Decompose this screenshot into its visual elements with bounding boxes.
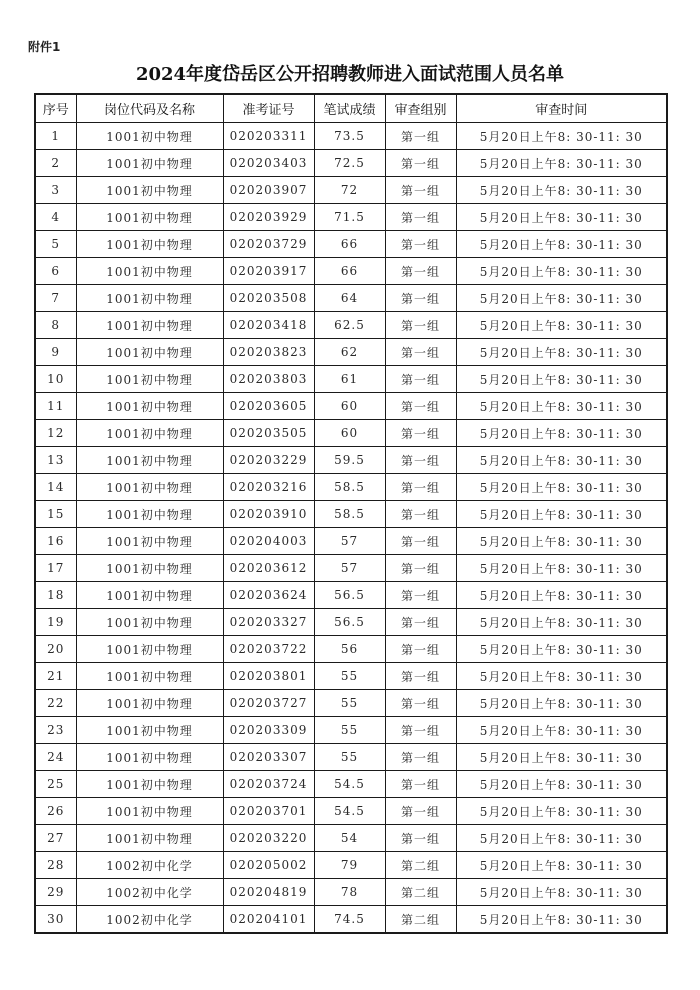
table-row — [35, 879, 667, 906]
attachment-label: 附件1 — [28, 40, 61, 54]
cell-score: 74.5 — [314, 906, 385, 934]
cell-exam-id: 020203724 — [223, 771, 314, 798]
cell-number: 18 — [35, 582, 76, 609]
table-header-row — [35, 94, 667, 123]
cell-time: 5月20日上午8: 30-11: 30 — [456, 852, 667, 879]
cell-group: 第一组 — [385, 123, 456, 150]
cell-score: 59.5 — [314, 447, 385, 474]
cell-time: 5月20日上午8: 30-11: 30 — [456, 447, 667, 474]
cell-exam-id: 020203612 — [223, 555, 314, 582]
cell-number: 21 — [35, 663, 76, 690]
cell-time: 5月20日上午8: 30-11: 30 — [456, 582, 667, 609]
cell-score: 56.5 — [314, 582, 385, 609]
cell-exam-id: 020203307 — [223, 744, 314, 771]
cell-number: 23 — [35, 717, 76, 744]
cell-time: 5月20日上午8: 30-11: 30 — [456, 366, 667, 393]
cell-time: 5月20日上午8: 30-11: 30 — [456, 555, 667, 582]
cell-exam-id: 020203505 — [223, 420, 314, 447]
table-row — [35, 150, 667, 177]
cell-exam-id: 020203220 — [223, 825, 314, 852]
table-row — [35, 798, 667, 825]
column-header-position: 岗位代码及名称 — [76, 94, 223, 123]
cell-number: 9 — [35, 339, 76, 366]
cell-score: 73.5 — [314, 123, 385, 150]
table-row — [35, 339, 667, 366]
candidate-table — [34, 93, 668, 934]
cell-score: 72.5 — [314, 150, 385, 177]
cell-number: 7 — [35, 285, 76, 312]
cell-number: 4 — [35, 204, 76, 231]
document-title: 2024年度岱岳区公开招聘教师进入面试范围人员名单 — [135, 64, 565, 85]
cell-number: 2 — [35, 150, 76, 177]
table-row — [35, 474, 667, 501]
table-row — [35, 420, 667, 447]
cell-number: 8 — [35, 312, 76, 339]
cell-number: 30 — [35, 906, 76, 934]
table-row — [35, 690, 667, 717]
cell-score: 71.5 — [314, 204, 385, 231]
cell-number: 14 — [35, 474, 76, 501]
cell-score: 64 — [314, 285, 385, 312]
cell-group: 第一组 — [385, 474, 456, 501]
cell-position: 1001初中物理 — [76, 582, 223, 609]
cell-time: 5月20日上午8: 30-11: 30 — [456, 771, 667, 798]
cell-score: 57 — [314, 555, 385, 582]
cell-score: 62 — [314, 339, 385, 366]
cell-exam-id: 020203801 — [223, 663, 314, 690]
cell-number: 16 — [35, 528, 76, 555]
cell-number: 10 — [35, 366, 76, 393]
cell-position: 1001初中物理 — [76, 393, 223, 420]
cell-position: 1001初中物理 — [76, 366, 223, 393]
cell-time: 5月20日上午8: 30-11: 30 — [456, 717, 667, 744]
cell-group: 第一组 — [385, 717, 456, 744]
table-row — [35, 744, 667, 771]
cell-exam-id: 020203418 — [223, 312, 314, 339]
cell-exam-id: 020203729 — [223, 231, 314, 258]
cell-group: 第一组 — [385, 501, 456, 528]
cell-time: 5月20日上午8: 30-11: 30 — [456, 501, 667, 528]
cell-position: 1001初中物理 — [76, 447, 223, 474]
cell-exam-id: 020204819 — [223, 879, 314, 906]
cell-group: 第一组 — [385, 582, 456, 609]
cell-score: 55 — [314, 690, 385, 717]
cell-time: 5月20日上午8: 30-11: 30 — [456, 177, 667, 204]
cell-position: 1001初中物理 — [76, 420, 223, 447]
cell-position: 1001初中物理 — [76, 474, 223, 501]
table-row — [35, 123, 667, 150]
cell-time: 5月20日上午8: 30-11: 30 — [456, 825, 667, 852]
cell-time: 5月20日上午8: 30-11: 30 — [456, 204, 667, 231]
cell-exam-id: 020203403 — [223, 150, 314, 177]
cell-time: 5月20日上午8: 30-11: 30 — [456, 690, 667, 717]
cell-group: 第一组 — [385, 312, 456, 339]
table-row — [35, 312, 667, 339]
cell-exam-id: 020203722 — [223, 636, 314, 663]
cell-exam-id: 020203327 — [223, 609, 314, 636]
cell-time: 5月20日上午8: 30-11: 30 — [456, 150, 667, 177]
cell-position: 1001初中物理 — [76, 825, 223, 852]
cell-score: 72 — [314, 177, 385, 204]
column-header-number: 序号 — [35, 94, 76, 123]
cell-position: 1001初中物理 — [76, 204, 223, 231]
cell-time: 5月20日上午8: 30-11: 30 — [456, 393, 667, 420]
cell-position: 1001初中物理 — [76, 690, 223, 717]
cell-group: 第一组 — [385, 609, 456, 636]
cell-number: 22 — [35, 690, 76, 717]
cell-number: 27 — [35, 825, 76, 852]
cell-number: 29 — [35, 879, 76, 906]
cell-group: 第二组 — [385, 906, 456, 934]
cell-position: 1001初中物理 — [76, 339, 223, 366]
cell-exam-id: 020203803 — [223, 366, 314, 393]
column-header-group: 审查组别 — [385, 94, 456, 123]
cell-exam-id: 020204101 — [223, 906, 314, 934]
cell-time: 5月20日上午8: 30-11: 30 — [456, 636, 667, 663]
cell-position: 1002初中化学 — [76, 852, 223, 879]
cell-position: 1001初中物理 — [76, 555, 223, 582]
column-header-exam-id: 准考证号 — [223, 94, 314, 123]
cell-exam-id: 020203929 — [223, 204, 314, 231]
cell-position: 1001初中物理 — [76, 528, 223, 555]
cell-time: 5月20日上午8: 30-11: 30 — [456, 609, 667, 636]
cell-time: 5月20日上午8: 30-11: 30 — [456, 258, 667, 285]
cell-group: 第一组 — [385, 177, 456, 204]
table-row — [35, 447, 667, 474]
cell-number: 24 — [35, 744, 76, 771]
cell-position: 1001初中物理 — [76, 258, 223, 285]
cell-number: 13 — [35, 447, 76, 474]
cell-exam-id: 020203624 — [223, 582, 314, 609]
cell-exam-id: 020205002 — [223, 852, 314, 879]
cell-group: 第一组 — [385, 339, 456, 366]
cell-group: 第一组 — [385, 528, 456, 555]
cell-group: 第一组 — [385, 555, 456, 582]
table-row — [35, 852, 667, 879]
cell-exam-id: 020203605 — [223, 393, 314, 420]
cell-score: 58.5 — [314, 474, 385, 501]
cell-exam-id: 020203508 — [223, 285, 314, 312]
cell-group: 第一组 — [385, 744, 456, 771]
cell-number: 28 — [35, 852, 76, 879]
cell-score: 56 — [314, 636, 385, 663]
cell-score: 57 — [314, 528, 385, 555]
cell-exam-id: 020203309 — [223, 717, 314, 744]
cell-position: 1001初中物理 — [76, 285, 223, 312]
table-body — [35, 123, 667, 934]
cell-score: 60 — [314, 393, 385, 420]
cell-time: 5月20日上午8: 30-11: 30 — [456, 285, 667, 312]
table-row — [35, 204, 667, 231]
table-row — [35, 906, 667, 934]
cell-group: 第二组 — [385, 852, 456, 879]
cell-exam-id: 020203917 — [223, 258, 314, 285]
cell-position: 1001初中物理 — [76, 609, 223, 636]
cell-time: 5月20日上午8: 30-11: 30 — [456, 798, 667, 825]
cell-exam-id: 020204003 — [223, 528, 314, 555]
cell-number: 6 — [35, 258, 76, 285]
cell-position: 1001初中物理 — [76, 744, 223, 771]
cell-time: 5月20日上午8: 30-11: 30 — [456, 663, 667, 690]
cell-number: 15 — [35, 501, 76, 528]
cell-group: 第一组 — [385, 366, 456, 393]
cell-number: 11 — [35, 393, 76, 420]
cell-position: 1001初中物理 — [76, 771, 223, 798]
cell-score: 58.5 — [314, 501, 385, 528]
table-row — [35, 231, 667, 258]
table-row — [35, 501, 667, 528]
cell-score: 79 — [314, 852, 385, 879]
cell-exam-id: 020203823 — [223, 339, 314, 366]
cell-group: 第一组 — [385, 231, 456, 258]
table-row — [35, 285, 667, 312]
cell-score: 78 — [314, 879, 385, 906]
cell-group: 第一组 — [385, 798, 456, 825]
cell-position: 1001初中物理 — [76, 231, 223, 258]
cell-score: 61 — [314, 366, 385, 393]
cell-time: 5月20日上午8: 30-11: 30 — [456, 906, 667, 934]
table-row — [35, 366, 667, 393]
cell-number: 20 — [35, 636, 76, 663]
cell-group: 第一组 — [385, 204, 456, 231]
cell-position: 1002初中化学 — [76, 906, 223, 934]
cell-score: 66 — [314, 258, 385, 285]
cell-group: 第二组 — [385, 879, 456, 906]
cell-group: 第一组 — [385, 663, 456, 690]
cell-number: 17 — [35, 555, 76, 582]
cell-group: 第一组 — [385, 420, 456, 447]
cell-position: 1001初中物理 — [76, 123, 223, 150]
cell-number: 19 — [35, 609, 76, 636]
cell-exam-id: 020203701 — [223, 798, 314, 825]
cell-score: 60 — [314, 420, 385, 447]
cell-time: 5月20日上午8: 30-11: 30 — [456, 312, 667, 339]
table-row — [35, 258, 667, 285]
cell-time: 5月20日上午8: 30-11: 30 — [456, 528, 667, 555]
cell-position: 1001初中物理 — [76, 717, 223, 744]
cell-group: 第一组 — [385, 825, 456, 852]
cell-score: 54.5 — [314, 798, 385, 825]
cell-position: 1001初中物理 — [76, 312, 223, 339]
cell-exam-id: 020203907 — [223, 177, 314, 204]
cell-exam-id: 020203910 — [223, 501, 314, 528]
cell-number: 3 — [35, 177, 76, 204]
cell-group: 第一组 — [385, 690, 456, 717]
cell-exam-id: 020203229 — [223, 447, 314, 474]
table-row — [35, 636, 667, 663]
cell-number: 26 — [35, 798, 76, 825]
table-row — [35, 582, 667, 609]
cell-position: 1001初中物理 — [76, 501, 223, 528]
cell-group: 第一组 — [385, 285, 456, 312]
cell-group: 第一组 — [385, 771, 456, 798]
cell-group: 第一组 — [385, 447, 456, 474]
cell-position: 1001初中物理 — [76, 177, 223, 204]
table-row — [35, 771, 667, 798]
cell-time: 5月20日上午8: 30-11: 30 — [456, 420, 667, 447]
column-header-score: 笔试成绩 — [314, 94, 385, 123]
cell-score: 55 — [314, 663, 385, 690]
cell-score: 55 — [314, 744, 385, 771]
cell-group: 第一组 — [385, 150, 456, 177]
cell-score: 56.5 — [314, 609, 385, 636]
cell-time: 5月20日上午8: 30-11: 30 — [456, 231, 667, 258]
table-row — [35, 555, 667, 582]
cell-number: 25 — [35, 771, 76, 798]
cell-score: 54 — [314, 825, 385, 852]
cell-score: 62.5 — [314, 312, 385, 339]
cell-score: 54.5 — [314, 771, 385, 798]
cell-group: 第一组 — [385, 636, 456, 663]
cell-exam-id: 020203311 — [223, 123, 314, 150]
table-row — [35, 609, 667, 636]
cell-position: 1002初中化学 — [76, 879, 223, 906]
cell-time: 5月20日上午8: 30-11: 30 — [456, 474, 667, 501]
cell-position: 1001初中物理 — [76, 636, 223, 663]
cell-group: 第一组 — [385, 258, 456, 285]
table-row — [35, 717, 667, 744]
cell-number: 5 — [35, 231, 76, 258]
cell-position: 1001初中物理 — [76, 663, 223, 690]
cell-exam-id: 020203727 — [223, 690, 314, 717]
cell-score: 55 — [314, 717, 385, 744]
table-row — [35, 177, 667, 204]
cell-position: 1001初中物理 — [76, 150, 223, 177]
cell-time: 5月20日上午8: 30-11: 30 — [456, 123, 667, 150]
cell-time: 5月20日上午8: 30-11: 30 — [456, 744, 667, 771]
table-row — [35, 528, 667, 555]
cell-time: 5月20日上午8: 30-11: 30 — [456, 879, 667, 906]
table-row — [35, 393, 667, 420]
cell-position: 1001初中物理 — [76, 798, 223, 825]
cell-exam-id: 020203216 — [223, 474, 314, 501]
cell-number: 1 — [35, 123, 76, 150]
table-row — [35, 825, 667, 852]
cell-score: 66 — [314, 231, 385, 258]
column-header-time: 审查时间 — [456, 94, 667, 123]
cell-group: 第一组 — [385, 393, 456, 420]
cell-number: 12 — [35, 420, 76, 447]
cell-time: 5月20日上午8: 30-11: 30 — [456, 339, 667, 366]
table-row — [35, 663, 667, 690]
